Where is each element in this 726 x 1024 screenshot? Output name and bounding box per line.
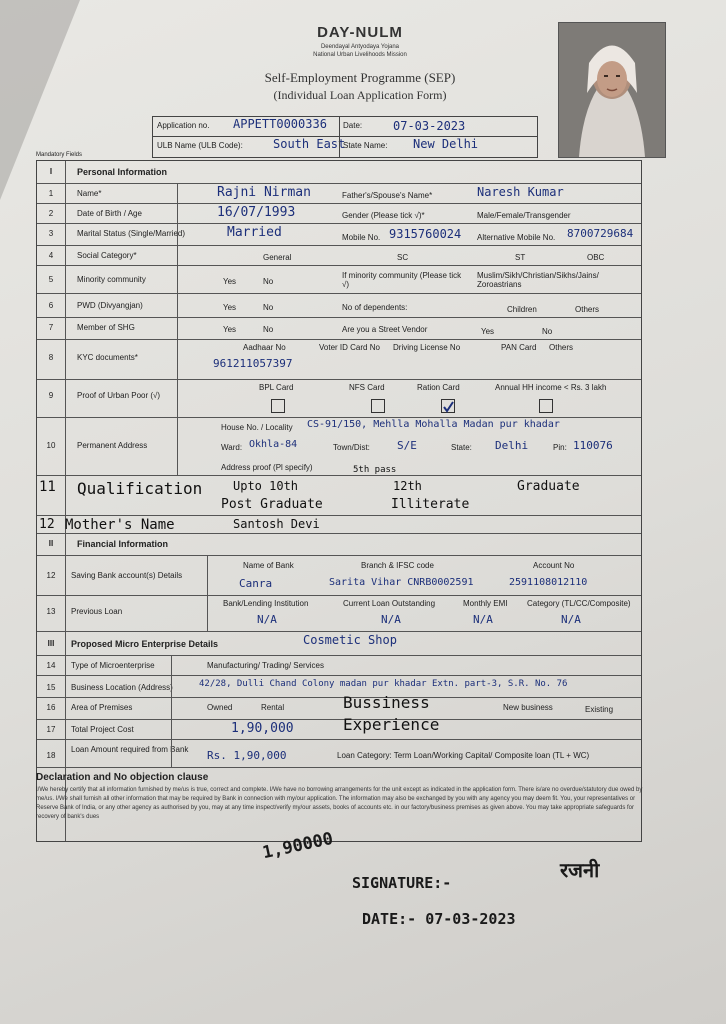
monthly-emi-header: Monthly EMI	[463, 599, 508, 608]
qualification-label: Qualification	[77, 479, 203, 498]
dependents-children: Children	[507, 305, 537, 314]
alt-mobile-value: 8700729684	[567, 227, 634, 240]
vendor-no: No	[542, 327, 553, 336]
logo-subtitle-2: National Urban Livelihoods Mission	[313, 52, 407, 58]
state-value: New Delhi	[413, 137, 479, 151]
row-17-number: 17	[46, 725, 56, 734]
loan-category-value: N/A	[561, 613, 581, 626]
alt-mobile-label: Alternative Mobile No.	[477, 233, 556, 242]
gender-options: Male/Female/Transgender	[477, 211, 571, 220]
pwd-label: PWD (Divyangjan)	[77, 301, 143, 310]
street-vendor-label: Are you a Street Vendor	[342, 325, 428, 334]
minority-no: No	[263, 277, 274, 286]
row-3-number: 3	[48, 229, 54, 238]
row-18-number: 18	[46, 751, 56, 760]
lending-institution-value: N/A	[257, 613, 277, 626]
kyc-voter-header: Voter ID Card No	[319, 343, 380, 352]
signature-label: SIGNATURE:-	[352, 874, 452, 892]
saving-bank-label: Saving Bank account(s) Details	[71, 571, 183, 580]
section-1-number: I	[49, 167, 53, 176]
microenterprise-type-label: Type of Microenterprise	[71, 661, 155, 670]
marital-value: Married	[227, 225, 282, 240]
experience-hw: Experience	[343, 715, 440, 734]
father-name-label: Father's/Spouse's Name*	[342, 191, 433, 200]
category-st: ST	[515, 253, 526, 262]
ifsc-value: Sarita Vihar CNRB0002591	[329, 577, 474, 588]
loan-outstanding-header: Current Loan Outstanding	[343, 599, 436, 608]
application-no-value: APPETT0000336	[233, 117, 327, 131]
project-cost-label: Total Project Cost	[71, 725, 134, 734]
state-field-label: State:	[451, 443, 472, 452]
loan-outstanding-value: N/A	[381, 613, 401, 626]
bpl-card-label: BPL Card	[259, 383, 294, 392]
row-15-number: 15	[46, 683, 56, 692]
category-sc: SC	[397, 253, 409, 262]
business-hw: Bussiness	[343, 693, 430, 712]
qualification-12th: 12th	[393, 479, 422, 493]
bank-name-header: Name of Bank	[243, 561, 294, 570]
existing-business-label: Existing	[585, 705, 614, 714]
category-obc: OBC	[587, 253, 605, 262]
new-business-label: New business	[503, 703, 553, 712]
row-11-number: 11	[39, 479, 56, 495]
loan-amount-value: Rs. 1,90,000	[207, 749, 287, 762]
lending-institution-header: Bank/Lending Institution	[223, 599, 309, 608]
gender-label: Gender (Please tick √)*	[342, 211, 425, 220]
shg-label: Member of SHG	[77, 323, 135, 332]
declaration-title: Declaration and No objection clause	[36, 772, 209, 783]
shg-no: No	[263, 325, 274, 334]
mobile-label: Mobile No.	[342, 233, 381, 242]
dob-label: Date of Birth / Age	[77, 209, 142, 218]
house-value: CS-91/150, Mehlla Mohalla Madan pur khadar	[307, 419, 560, 430]
mother-name-label: Mother's Name	[65, 517, 175, 533]
row-6-number: 6	[48, 301, 54, 310]
minority-label: Minority community	[77, 275, 146, 284]
qualification-illiterate: Illiterate	[391, 497, 470, 512]
application-no-label: Application no.	[157, 121, 210, 130]
handwritten-amount: 1,90000	[260, 828, 335, 864]
category-general: General	[263, 253, 292, 262]
income-checkbox[interactable]	[539, 399, 553, 413]
declaration-text: I/We hereby certify that all information furnished by me/us is true, correct and complete. I/We have no borrowing arrangements for the unit except as indicated in the application form. There is/are no overdue/statutory due owed by me/us. I/We shall furnish all other information that may be required by Bank in connection with my/our application. The information may also be exchanged by you with any agency you may deem fit. You, your representatives or Reserve Bank of India, or any other agency as authorised by you, may at any time inspect/verify my/our assets, books of accounts etc. in our factory/business premises as given above. You may take appropriate safeguards for recovery of bank's dues	[36, 787, 643, 820]
qualification-graduate: Graduate	[517, 479, 580, 494]
ulb-value: South East	[273, 137, 346, 151]
loan-category-header: Category (TL/CC/Composite)	[527, 599, 631, 608]
monthly-emi-value: N/A	[473, 613, 493, 626]
business-location-label: Business Location (Address)	[71, 683, 173, 692]
row-12-number: 12	[39, 517, 55, 532]
signature-mark: रजनी	[560, 858, 600, 882]
kyc-label: KYC documents*	[77, 353, 138, 362]
account-no-value: 2591108012110	[509, 577, 588, 588]
row-5-number: 5	[48, 275, 54, 284]
house-label: House No. / Locality	[221, 423, 293, 432]
form-title: Self-Employment Programme (SEP)	[264, 70, 456, 85]
row-4-number: 4	[48, 251, 54, 260]
section-2-title: Financial Information	[77, 539, 169, 549]
row-12b-number: 12	[46, 571, 56, 580]
pin-value: 110076	[573, 439, 613, 452]
row-16-number: 16	[46, 703, 56, 712]
checkmark-icon	[442, 401, 454, 413]
logo-text: DAY-NULM	[317, 24, 403, 41]
project-cost-value: 1,90,000	[231, 721, 294, 736]
premises-area-label: Area of Premises	[71, 703, 133, 712]
name-label: Name*	[77, 189, 102, 198]
kyc-pan-header: PAN Card	[501, 343, 537, 352]
shg-yes: Yes	[223, 325, 237, 334]
nfs-card-label: NFS Card	[349, 383, 385, 392]
nfs-checkbox[interactable]	[371, 399, 385, 413]
bpl-checkbox[interactable]	[271, 399, 285, 413]
dependents-others: Others	[575, 305, 600, 314]
qualification-10th: Upto 10th	[233, 479, 299, 493]
mobile-value: 9315760024	[389, 227, 462, 241]
applicant-photo-image	[559, 23, 665, 157]
minority-type-options: Muslim/Sikh/Christian/Sikhs/Jains/ Zoroastrians	[477, 271, 599, 289]
mother-name-value: Santosh Devi	[233, 517, 320, 531]
previous-loan-label: Previous Loan	[71, 607, 123, 616]
minority-yes: Yes	[223, 277, 237, 286]
state-field-value: Delhi	[495, 439, 529, 452]
ration-checkbox[interactable]	[441, 399, 455, 413]
town-label: Town/Dist:	[333, 443, 370, 452]
loan-amount-label: Loan Amount required from Bank	[71, 745, 189, 754]
business-location-value: 42/28, Dulli Chand Colony madan pur khadar Extn. part-3, S.R. No. 76	[199, 679, 568, 689]
date-label: Date:	[343, 121, 363, 130]
row-13-number: 13	[46, 607, 56, 616]
name-value: Rajni Nirman	[217, 185, 311, 200]
ulb-label: ULB Name (ULB Code):	[157, 141, 243, 150]
row-7-number: 7	[48, 323, 54, 332]
row-1-number: 1	[48, 189, 54, 198]
section-3-number: III	[47, 639, 55, 648]
mandatory-fields-note: Mandatory Fields	[36, 152, 83, 158]
kyc-others-header: Others	[549, 343, 574, 352]
signature-date: DATE:- 07-03-2023	[362, 910, 516, 928]
row-9-number: 9	[48, 391, 54, 400]
section-3-title: Proposed Micro Enterprise Details	[71, 639, 219, 649]
social-category-label: Social Category*	[77, 251, 137, 260]
marital-label: Marital Status (Single/Married)	[77, 229, 186, 238]
bank-name-value: Canra	[239, 577, 273, 590]
ward-value: Okhla-84	[249, 439, 298, 450]
premises-rental: Rental	[261, 703, 285, 712]
aadhaar-value: 961211057397	[213, 357, 293, 370]
logo-subtitle-1: Deendayal Antyodaya Yojana	[320, 44, 400, 50]
applicant-photo	[558, 22, 666, 158]
urban-poor-label: Proof of Urban Poor (√)	[77, 391, 161, 400]
vendor-yes: Yes	[481, 327, 495, 336]
pin-label: Pin:	[553, 443, 567, 452]
address-label: Permanent Address	[77, 441, 148, 450]
date-value: 07-03-2023	[393, 119, 466, 133]
income-label: Annual HH income < Rs. 3 lakh	[495, 383, 607, 392]
section-2-number: II	[48, 539, 54, 548]
address-proof-label: Address proof (Pl specify)	[221, 463, 313, 472]
dob-value: 16/07/1993	[217, 205, 296, 220]
town-value: S/E	[397, 439, 417, 452]
kyc-aadhaar-header: Aadhaar No	[243, 343, 286, 352]
form-subtitle: (Individual Loan Application Form)	[273, 88, 447, 102]
pwd-yes: Yes	[223, 303, 237, 312]
branch-ifsc-header: Branch & IFSC code	[361, 561, 434, 570]
kyc-dl-header: Driving License No	[393, 343, 461, 352]
ward-label: Ward:	[221, 443, 243, 452]
section-1-title: Personal Information	[77, 167, 168, 177]
application-form-table	[36, 160, 642, 842]
account-no-header: Account No	[533, 561, 575, 570]
ration-card-label: Ration Card	[417, 383, 460, 392]
application-info-box	[152, 116, 538, 158]
dependents-label: No of dependents:	[342, 303, 408, 312]
qualification-note: 5th pass	[353, 465, 397, 475]
father-name-value: Naresh Kumar	[477, 185, 564, 199]
row-2-number: 2	[48, 209, 54, 218]
microenterprise-type-value: Manufacturing/ Trading/ Services	[207, 661, 324, 670]
state-label: State Name:	[343, 141, 388, 150]
row-14-number: 14	[46, 661, 56, 670]
qualification-post-graduate: Post Graduate	[221, 497, 323, 512]
loan-category-text: Loan Category: Term Loan/Working Capital/ Composite loan (TL + WC)	[337, 751, 590, 760]
premises-owned: Owned	[207, 703, 233, 712]
minority-type-label: If minority community (Please tick √)	[342, 271, 462, 289]
business-title-hw: Cosmetic Shop	[303, 633, 397, 647]
pwd-no: No	[263, 303, 274, 312]
row-10-number: 10	[46, 441, 56, 450]
row-8-number: 8	[48, 353, 54, 362]
